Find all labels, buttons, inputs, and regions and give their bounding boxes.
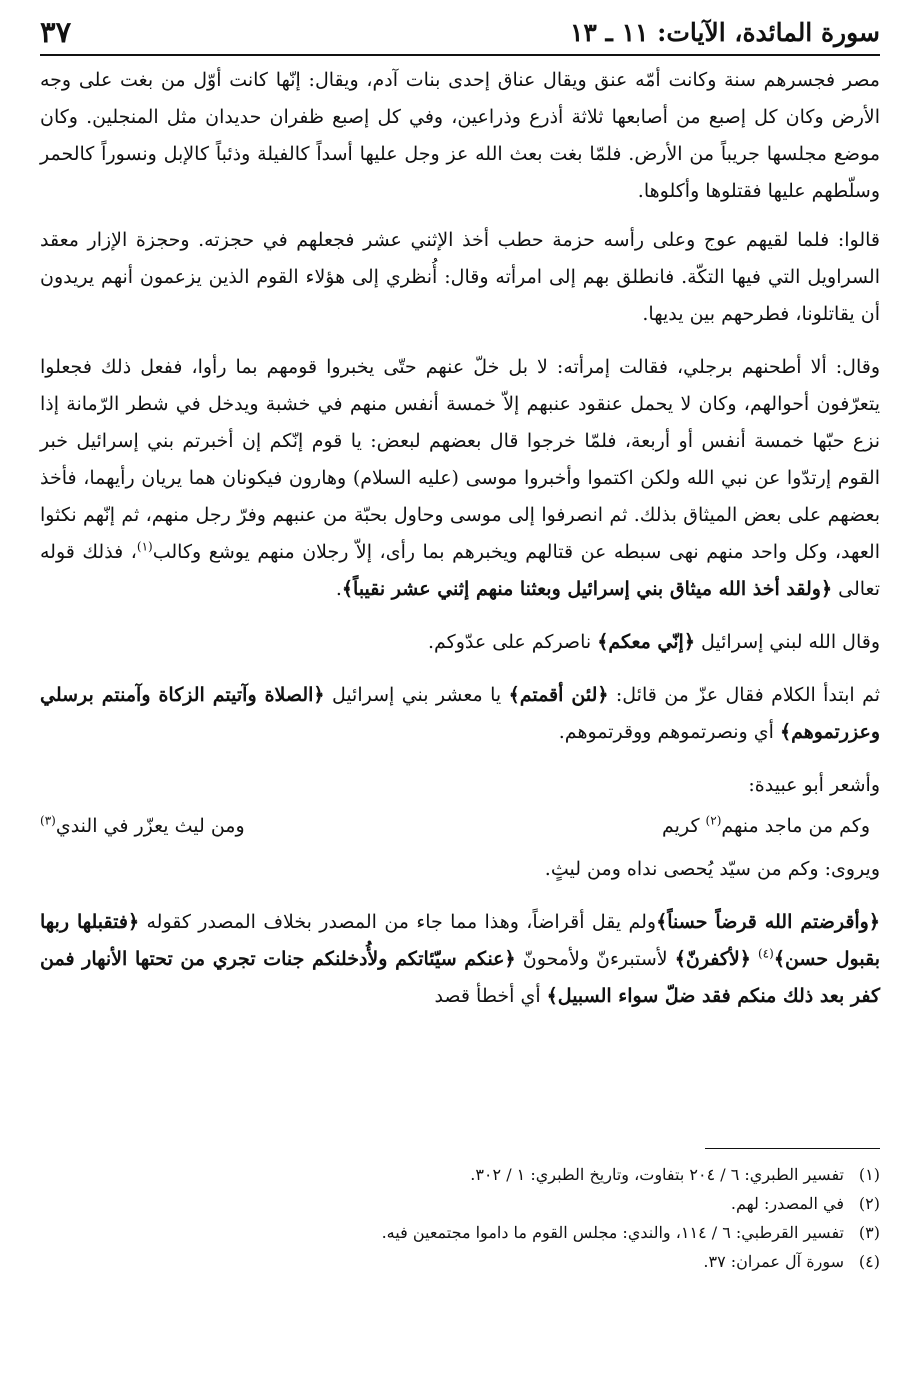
verse-hemistich-2: ومن ليث يعزّر في الندي$^{(٣)}$ [40, 813, 245, 837]
footnotes [40, 1160, 880, 1276]
quran-quote: ﴿لأكفرنّ﴾ [674, 948, 751, 970]
paragraph: قالوا: فلما لقيهم عوج وعلى رأسه حزمة حطب أخذ الإثني عشر فجعلهم في حجزته. وحجزة الإزار معقد السراويل التي فيها التكّة. فانطلق بهم إلى امرأته وقال: أُنظري إلى هؤلاء القوم الذين يزعمون أنهم يريدون أن يقاتلونا، فطرحهم بين يديها. [40, 229, 880, 325]
page-number: ٣٧ [40, 15, 72, 49]
footnote-ref: (١) [136, 539, 153, 554]
footnote: (٣)تفسير القرطبي: ٦ / ١١٤، والندي: مجلس القوم ما داموا مجتمعين فيه. [381, 1223, 880, 1242]
footnote-ref: (٤) [757, 946, 774, 961]
footnote-rule [705, 1148, 880, 1149]
paragraph: وأشعر أبو عبيدة: [748, 774, 880, 796]
paragraph: مصر فجسرهم سنة وكانت أمّه عنق ويقال عناق إحدى بنات آدم، ويقال: إنّها كانت أوّل من بغت على وجه الأرض وكان كل إصبع من أصابعها ثلاثة أذرع وذراعين، وفي كل إصبع ظفران حديدان مثل المنجلين. وكان موضع مجلسها جريباً من الأرض. فلمّا بغت بعث الله عز وجل عليها أسداً كالفيلة وذئباً كالإبل ونسوراً كالحمر وسلّطهم عليها فقتلوها وأكلوها. [40, 69, 880, 202]
footnote: (١)تفسير الطبري: ٦ / ٢٠٤ بتفاوت، وتاريخ الطبري: ١ / ٣٠٢. [470, 1165, 880, 1184]
paragraph: وقال: ألا أطحنهم برجلي، فقالت إمرأته: لا بل خلّ عنهم حتّى يخبروا قومهم بما رأوا، ففعل ذلك فجعلوا يتعرّفون أحوالهم، وكان لا يحمل عنقود عنبهم إلاّ خمسة أنفس منهم في خشبة ويدخل في شطر الرّمانة إذا نزع حبّها خمسة أنفس أو أربعة، فلمّا خرجوا قال بعضهم لبعض: يا قوم إنّكم إن أخبرتم بني إسرائيل خبر القوم إرتدّوا عن نبي الله ولكن اكتموا وأخبروا موسى (عليه السلام) وهارون فيكونان هما يريان رأيهما، فأخذ بعضهم على بعض الميثاق بذلك. ثم انصرفوا إلى موسى وحاول بحبّة من عنبهم وفرّ رجل منهم، ثم إنّهم نكثوا العهد، وكل واحد منهم نهى سبطه عن قتالهم ويخبرهم بما رأى، إلاّ رجلان منهم يوشع وكالب$^{(١)}$، فذلك قوله تعالى ﴿ولقد أخذ الله ميثاق بني إسرائيل وبعثنا منهم إثني عشر نقيباً﴾. [40, 356, 880, 600]
main-text [40, 62, 880, 1031]
footnote-ref: (٣) [40, 813, 56, 828]
quran-quote: ﴿عنكم سيّئاتكم ولأُدخلنكم جنات تجري من تحتها الأنهار فمن كفر بعد ذلك منكم فقد ضلّ سواء السبيل﴾ [40, 948, 880, 1007]
quran-quote: ﴿إنّي معكم﴾ [597, 631, 695, 653]
paragraph: وقال الله لبني إسرائيل ﴿إنّي معكم﴾ ناصركم على عدّوكم. [428, 631, 880, 653]
surah-title: سورة المائدة، الآيات: ١١ ـ ١٣ [569, 17, 880, 47]
page-header [40, 10, 880, 54]
header-rule [40, 54, 880, 56]
quran-quote: ﴿لئن أقمتم﴾ [508, 684, 609, 706]
poetry-verse [40, 808, 880, 845]
quran-quote: ﴿ولقد أخذ الله ميثاق بني إسرائيل وبعثنا منهم إثني عشر نقيباً﴾ [341, 578, 833, 600]
footnote-ref: (٢) [705, 813, 722, 828]
paragraph: ويروى: وكم من سيّد يُحصى نداه ومن ليثٍ. [544, 858, 880, 880]
footnote: (٢)في المصدر: لهم. [730, 1194, 880, 1213]
paragraph: ﴿وأقرضتم الله قرضاً حسناً﴾ولم يقل أقراضاً، وهذا مما جاء من المصدر بخلاف المصدر كقوله ﴿فتقبلها ربها بقبول حسن﴾$^{(٤)}$ ﴿لأكفرنّ﴾ لأستبرءنّ ولأمحونّ ﴿عنكم سيّئاتكم ولأُدخلنكم جنات تجري من تحتها الأنهار فمن كفر بعد ذلك منكم فقد ضلّ سواء السبيل﴾ أي أخطأ قصد [40, 911, 880, 1007]
paragraph: ثم ابتدأ الكلام فقال عزّ من قائل: ﴿لئن أقمتم﴾ يا معشر بني إسرائيل ﴿الصلاة وآتيتم الزكاة وآمنتم برسلي وعزرتموهم﴾ أي ونصرتموهم ووقرتموهم. [40, 684, 881, 743]
quran-quote: ﴿فتقبلها ربها بقبول حسن﴾ [40, 911, 880, 970]
quran-quote: ﴿الصلاة وآتيتم الزكاة وآمنتم برسلي وعزرتموهم﴾ [40, 684, 880, 743]
quran-quote: ﴿وأقرضتم الله قرضاً حسناً﴾ [656, 911, 880, 933]
footnote: (٤)سورة آل عمران: ٣٧. [703, 1252, 880, 1271]
verse-hemistich-1: وكم من ماجد منهم$^{(٢)}$ كريم [662, 813, 870, 837]
